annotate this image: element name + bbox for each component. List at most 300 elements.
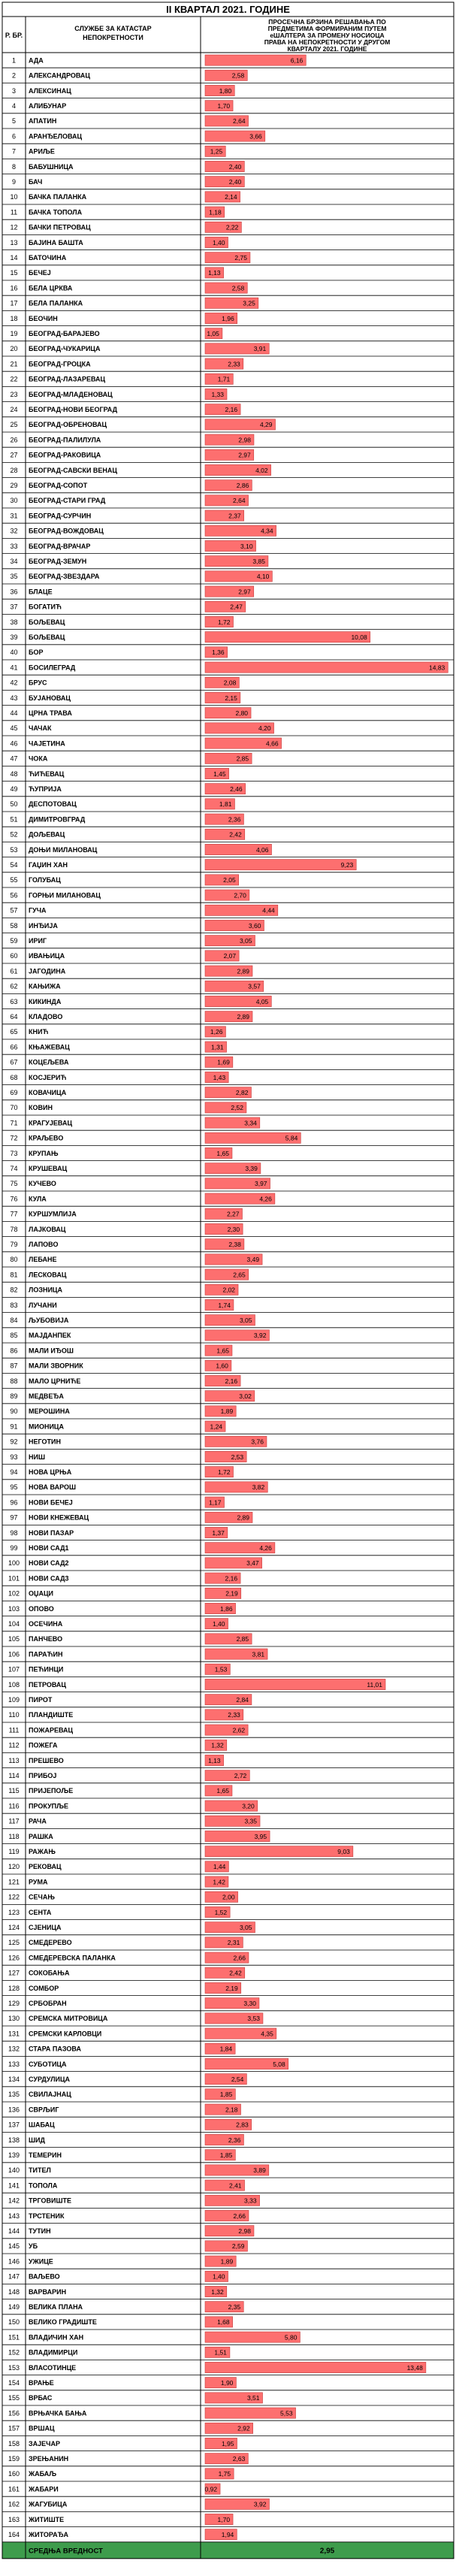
row-number: 84 bbox=[10, 1317, 18, 1324]
row-number: 150 bbox=[8, 2318, 20, 2327]
office-name: БЕОГРАД-ОБРЕНОВАЦ bbox=[29, 421, 107, 429]
bar-value-label: 2,92 bbox=[237, 2424, 250, 2432]
bar-value-label: 5,84 bbox=[285, 1134, 298, 1142]
table-row bbox=[10, 1299, 233, 1310]
bar-value-label: 3,49 bbox=[246, 1256, 260, 1264]
office-name: АЛИБУНАР bbox=[29, 102, 67, 110]
bar-value-label: 2,35 bbox=[228, 2303, 241, 2311]
table-row bbox=[10, 860, 356, 870]
office-name: ПОЖЕГА bbox=[29, 1741, 58, 1749]
row-number: 98 bbox=[10, 1528, 18, 1537]
row-number: 77 bbox=[10, 1210, 18, 1218]
row-number: 78 bbox=[10, 1225, 18, 1233]
row-number: 140 bbox=[8, 2166, 20, 2175]
office-name: ЛЕБАНЕ bbox=[29, 1256, 57, 1264]
row-number: 142 bbox=[8, 2197, 20, 2205]
row-number: 115 bbox=[8, 1787, 20, 1795]
office-name: СОМБОР bbox=[29, 1984, 59, 1992]
table-row bbox=[8, 2332, 300, 2342]
bar-value-label: 1,70 bbox=[217, 102, 231, 110]
row-number: 73 bbox=[10, 1149, 18, 1157]
office-name: БЕОГРАД-ЛАЗАРЕВАЦ bbox=[29, 375, 106, 383]
office-name: КАЊИЖА bbox=[29, 982, 61, 990]
table-row bbox=[8, 2241, 247, 2251]
bar-value-label: 2,19 bbox=[225, 1984, 238, 1992]
bar-value-label: 2,62 bbox=[232, 1726, 246, 1734]
row-number: 164 bbox=[8, 2531, 20, 2538]
row-number: 149 bbox=[8, 2303, 20, 2311]
office-name: ПИРОТ bbox=[29, 1696, 53, 1704]
row-number: 3 bbox=[11, 86, 17, 95]
table-row bbox=[10, 601, 245, 612]
row-number: 103 bbox=[8, 1604, 20, 1613]
row-number: 16 bbox=[10, 284, 18, 292]
bar-value-label: 3,33 bbox=[244, 2197, 257, 2205]
row-number: 55 bbox=[10, 876, 18, 884]
row-number: 35 bbox=[10, 573, 18, 581]
office-name: ЖАБАРИ bbox=[29, 2485, 59, 2493]
row-number: 21 bbox=[10, 360, 18, 368]
office-name: ВЛАСОТИНЦЕ bbox=[29, 2363, 77, 2372]
row-number: 6 bbox=[11, 132, 17, 141]
row-number: 134 bbox=[8, 2076, 20, 2083]
table-row bbox=[10, 632, 370, 642]
table-row bbox=[10, 192, 240, 202]
table-row bbox=[12, 161, 244, 171]
table-row bbox=[10, 1421, 225, 1432]
bar-value-label: 4,34 bbox=[261, 527, 273, 535]
bar-value-label: 2,16 bbox=[225, 1377, 238, 1385]
office-name: КРУШЕВАЦ bbox=[29, 1165, 68, 1172]
table-row bbox=[10, 1042, 226, 1052]
office-name: НОВИ КНЕЖЕВАЦ bbox=[29, 1513, 89, 1522]
table-row bbox=[8, 1619, 228, 1629]
row-number: 14 bbox=[10, 254, 18, 262]
row-number: 4 bbox=[11, 102, 17, 110]
bar-value-label: 2,42 bbox=[229, 830, 242, 839]
row-number: 139 bbox=[8, 2151, 20, 2159]
bar-value-label: 1,40 bbox=[212, 1620, 225, 1628]
bar-value-label: 3,05 bbox=[239, 1317, 252, 1324]
table-row bbox=[10, 1178, 270, 1189]
bar-value-label: 2,05 bbox=[223, 876, 236, 884]
office-name: БЕОГРАД-ПАЛИЛУЛА bbox=[29, 436, 101, 444]
bar-value-label: 3,47 bbox=[246, 1559, 259, 1568]
bar-value-label: 4,29 bbox=[259, 421, 273, 429]
bar-value-label: 2,30 bbox=[227, 1225, 240, 1233]
bar-value-label: 3,76 bbox=[251, 1438, 264, 1446]
table-row bbox=[8, 2195, 260, 2206]
bar-value-label: 3,20 bbox=[242, 1802, 255, 1810]
office-name: СРЕМСКА МИТРОВИЦА bbox=[29, 2015, 108, 2023]
bar-value-label: 3,30 bbox=[243, 2000, 256, 2007]
table-row bbox=[8, 2089, 235, 2100]
office-name: ПЛАНДИШТЕ bbox=[29, 1711, 74, 1719]
row-number: 18 bbox=[10, 314, 18, 322]
chart-title: II КВАРТАЛ 2021. ГОДИНЕ bbox=[166, 4, 290, 15]
office-name: КИКИНДА bbox=[29, 997, 62, 1005]
bar-value-label: 1,72 bbox=[217, 618, 231, 626]
table-row bbox=[8, 2271, 228, 2281]
bar-value-label: 1,31 bbox=[211, 1043, 224, 1051]
office-name: КРАГУЈЕВАЦ bbox=[29, 1119, 73, 1127]
summary-name: СРЕДЊА ВРЕДНОСТ bbox=[29, 2547, 103, 2556]
office-name: РАЧА bbox=[29, 1817, 47, 1825]
office-name: ГОЛУБАЦ bbox=[29, 876, 61, 884]
bar-value-label: 1,13 bbox=[208, 1756, 221, 1764]
table-row bbox=[10, 495, 248, 506]
table-row bbox=[8, 1937, 243, 1948]
office-name: ВРАЊЕ bbox=[29, 2379, 54, 2387]
office-name: ПОЖАРЕВАЦ bbox=[29, 1726, 74, 1734]
row-number: 58 bbox=[10, 921, 18, 930]
row-number: 160 bbox=[8, 2470, 20, 2478]
office-name: ТРГОВИШТЕ bbox=[29, 2197, 71, 2205]
office-name: ВРШАЦ bbox=[29, 2424, 55, 2432]
table-row bbox=[8, 1800, 257, 1811]
row-number: 52 bbox=[10, 830, 18, 839]
table-row bbox=[8, 1679, 385, 1689]
table-row bbox=[8, 1588, 241, 1598]
table-row bbox=[8, 2393, 263, 2403]
office-name: ОЏАЦИ bbox=[29, 1589, 54, 1598]
table-row bbox=[8, 2408, 296, 2418]
row-number: 141 bbox=[8, 2181, 20, 2190]
office-name: РУМА bbox=[29, 1878, 48, 1886]
office-name: КЛАДОВО bbox=[29, 1013, 63, 1020]
office-name: БОЉЕВАЦ bbox=[29, 633, 65, 641]
row-number: 75 bbox=[10, 1180, 18, 1188]
bar-value-label: 1,74 bbox=[218, 1301, 231, 1309]
table-row bbox=[10, 283, 247, 293]
table-row bbox=[12, 101, 233, 111]
table-row bbox=[8, 2104, 241, 2115]
office-name: ПРЕШЕВО bbox=[29, 1756, 64, 1764]
table-row bbox=[8, 1891, 238, 1902]
bar-value-label: 2,16 bbox=[225, 1574, 238, 1583]
table-row bbox=[8, 2378, 236, 2388]
table-row bbox=[8, 2499, 269, 2509]
row-number: 105 bbox=[8, 1635, 20, 1643]
bar-value-label: 1,24 bbox=[210, 1423, 223, 1431]
office-name: СЕНТА bbox=[29, 1908, 52, 1916]
office-name: КОСЈЕРИЋ bbox=[29, 1073, 67, 1081]
summary-value: 2,95 bbox=[319, 2547, 335, 2556]
row-number: 124 bbox=[8, 1924, 20, 1931]
office-name: ИРИГ bbox=[29, 937, 47, 945]
bar-value-label: 2,47 bbox=[230, 603, 243, 611]
bar-value-label: 2,33 bbox=[228, 360, 240, 368]
office-name: ГУЧА bbox=[29, 906, 47, 915]
bar-value-label: 4,20 bbox=[258, 724, 271, 733]
row-number: 2 bbox=[11, 71, 17, 80]
bar-value-label: 14,83 bbox=[429, 664, 445, 672]
office-name: МАЛИ ЗВОРНИК bbox=[29, 1362, 83, 1370]
office-name: АРАНЂЕЛОВАЦ bbox=[29, 132, 83, 141]
row-number: 39 bbox=[10, 633, 18, 641]
table-row bbox=[10, 1193, 274, 1204]
table-row bbox=[10, 237, 228, 247]
bar-value-label: 2,89 bbox=[237, 1013, 250, 1020]
bar-value-label: 1,75 bbox=[218, 2470, 231, 2478]
office-name: ВАЉЕВО bbox=[29, 2272, 60, 2281]
bar-value-label: 1,32 bbox=[211, 2287, 224, 2296]
table-row bbox=[10, 844, 271, 854]
row-number: 69 bbox=[10, 1089, 18, 1096]
bar bbox=[205, 1679, 385, 1689]
office-name: ТИТЕЛ bbox=[29, 2166, 51, 2175]
row-number: 93 bbox=[10, 1453, 18, 1461]
table-row bbox=[10, 556, 267, 567]
bar-value-label: 1,17 bbox=[208, 1498, 222, 1507]
row-number: 25 bbox=[10, 421, 18, 429]
table-row bbox=[10, 1375, 240, 1386]
table-row bbox=[10, 738, 281, 748]
row-number: 59 bbox=[10, 937, 18, 945]
row-number: 101 bbox=[8, 1574, 20, 1583]
table-row bbox=[8, 1982, 241, 1993]
row-number: 20 bbox=[10, 345, 18, 353]
office-name: ЉУБОВИЈА bbox=[29, 1317, 69, 1324]
table-row bbox=[8, 1785, 232, 1796]
bar-value-label: 2,59 bbox=[231, 2242, 245, 2251]
office-name: ПАРАЋИН bbox=[29, 1650, 63, 1658]
row-number: 46 bbox=[10, 739, 18, 748]
office-name: СТАРА ПАЗОВА bbox=[29, 2045, 81, 2053]
table-row bbox=[8, 2484, 220, 2494]
row-number: 32 bbox=[10, 527, 18, 535]
row-number: 81 bbox=[10, 1271, 18, 1279]
bar-value-label: 2,84 bbox=[236, 1696, 249, 1704]
table-row bbox=[10, 616, 233, 627]
bar-value-label: 2,18 bbox=[225, 2106, 238, 2114]
office-name: ВЕЛИКО ГРАДИШТЕ bbox=[29, 2318, 97, 2327]
bar-value-label: 1,96 bbox=[222, 314, 234, 322]
bar bbox=[205, 632, 370, 642]
row-number: 76 bbox=[10, 1195, 18, 1203]
bar-value-label: 13,48 bbox=[406, 2363, 423, 2372]
row-number: 50 bbox=[10, 800, 18, 809]
bar-value-label: 1,89 bbox=[220, 2257, 234, 2266]
office-name: КРАЉЕВО bbox=[29, 1134, 64, 1142]
bar-value-label: 2,64 bbox=[233, 117, 246, 125]
bar-value-label: 2,07 bbox=[223, 952, 237, 960]
table-row bbox=[8, 2362, 426, 2372]
bar-value-label: 3,91 bbox=[253, 345, 267, 353]
table-row bbox=[10, 464, 270, 475]
table-row bbox=[8, 1603, 236, 1613]
office-name: КУЧЕВО bbox=[29, 1180, 56, 1188]
bar-value-label: 1,42 bbox=[213, 1878, 225, 1886]
table-row bbox=[10, 890, 249, 900]
bar-value-label: 2,16 bbox=[225, 406, 238, 413]
bar-value-label: 1,51 bbox=[214, 2348, 227, 2357]
office-name: БЕОГРАД-РАКОВИЦА bbox=[29, 451, 101, 459]
office-name: ВЛАДИМИРЦИ bbox=[29, 2348, 78, 2357]
row-number: 15 bbox=[10, 269, 18, 277]
office-name: ОСЕЧИНА bbox=[29, 1620, 63, 1628]
table-row bbox=[10, 1147, 231, 1158]
table-row bbox=[8, 2074, 246, 2085]
office-name: ВРЊАЧКА БАЊА bbox=[29, 2409, 87, 2417]
row-number: 146 bbox=[8, 2257, 20, 2266]
office-name: МАЈДАНПЕК bbox=[29, 1332, 71, 1340]
bar-value-label: 9,23 bbox=[340, 861, 354, 869]
table-row bbox=[10, 1406, 236, 1416]
office-name: БАЧКА ПАЛАНКА bbox=[29, 193, 87, 201]
table-row bbox=[10, 692, 240, 703]
row-number: 147 bbox=[8, 2272, 20, 2281]
office-name: СРБОБРАН bbox=[29, 2000, 67, 2007]
row-number: 10 bbox=[10, 193, 18, 201]
bar-value-label: 1,53 bbox=[214, 1665, 228, 1673]
row-number: 22 bbox=[10, 375, 18, 383]
bar-value-label: 1,18 bbox=[209, 208, 222, 216]
office-name: ЋИЋЕВАЦ bbox=[29, 769, 65, 778]
office-name: БЕОГРАД-ГРОЦКА bbox=[29, 360, 91, 368]
row-number: 60 bbox=[10, 952, 18, 960]
row-number: 17 bbox=[10, 299, 18, 307]
office-name: ЛУЧАНИ bbox=[29, 1301, 57, 1309]
bar bbox=[205, 860, 356, 870]
bar-value-label: 1,89 bbox=[220, 1407, 234, 1416]
bar-value-label: 4,44 bbox=[262, 906, 275, 915]
table-row bbox=[10, 252, 249, 263]
table-row bbox=[10, 1072, 228, 1082]
office-name: СВИЛАЈНАЦ bbox=[29, 2091, 71, 2099]
bar-value-label: 3,05 bbox=[239, 937, 252, 945]
office-name: БРУС bbox=[29, 679, 47, 687]
bar-value-label: 2,36 bbox=[228, 815, 241, 824]
bar-value-label: 1,70 bbox=[217, 2515, 231, 2523]
table-row bbox=[8, 2317, 233, 2327]
office-name: ГАЏИН ХАН bbox=[29, 861, 68, 869]
row-number: 7 bbox=[11, 147, 17, 156]
bar-value-label: 1,65 bbox=[216, 1347, 229, 1355]
bar-value-label: 3,25 bbox=[243, 299, 255, 307]
row-number: 54 bbox=[10, 861, 18, 869]
row-number: 26 bbox=[10, 436, 18, 444]
office-name: ЛАЈКОВАЦ bbox=[29, 1225, 66, 1233]
row-number: 114 bbox=[8, 1772, 20, 1779]
bar-value-label: 2,19 bbox=[225, 1589, 238, 1598]
bar-value-label: 2,66 bbox=[233, 1954, 246, 1962]
row-number: 48 bbox=[10, 769, 18, 778]
table-row bbox=[10, 404, 240, 415]
office-name: БАТОЧИНА bbox=[29, 254, 67, 262]
office-name: ДОЊИ МИЛАНОВАЦ bbox=[29, 845, 98, 854]
table-row bbox=[8, 2256, 236, 2266]
bar-value-label: 4,26 bbox=[259, 1195, 272, 1203]
table-row bbox=[8, 2302, 243, 2312]
bar-value-label: 3,92 bbox=[253, 2500, 267, 2508]
table-row bbox=[10, 540, 255, 551]
bar-value-label: 1,86 bbox=[220, 1604, 233, 1613]
table-row bbox=[9, 1725, 248, 1735]
table-row bbox=[12, 116, 249, 126]
row-number: 31 bbox=[10, 512, 18, 520]
office-name: ЋУПРИЈА bbox=[29, 785, 62, 793]
office-name: БЕОГРАД-ЗЕМУН bbox=[29, 558, 87, 565]
bar-value-label: 2,31 bbox=[227, 1939, 240, 1947]
row-number: 36 bbox=[10, 588, 18, 596]
bar-value-label: 2,02 bbox=[222, 1286, 236, 1294]
table-row bbox=[10, 1117, 259, 1128]
office-name: БУЈАНОВАЦ bbox=[29, 694, 71, 702]
table-row bbox=[10, 449, 253, 460]
table-row bbox=[10, 1223, 243, 1234]
bar-value-label: 2,98 bbox=[238, 436, 251, 444]
table-row bbox=[10, 1132, 300, 1143]
column-header-number: Р. БР. bbox=[5, 32, 23, 39]
office-name: СМЕДЕРЕВО bbox=[29, 1939, 72, 1947]
office-name: БЕОГРАД-САВСКИ ВЕНАЦ bbox=[29, 466, 117, 474]
table-row bbox=[10, 799, 234, 809]
table-row bbox=[10, 358, 243, 369]
bar-value-label: 1,65 bbox=[216, 1787, 229, 1795]
office-name: БАЧКА ТОПОЛА bbox=[29, 208, 83, 216]
office-name: АЛЕКСИНАЦ bbox=[29, 86, 71, 95]
office-name: СУБОТИЦА bbox=[29, 2060, 67, 2068]
table-row bbox=[8, 1573, 240, 1583]
office-name: РЕКОВАЦ bbox=[29, 1863, 62, 1871]
office-name: БАЈИНА БАШТА bbox=[29, 238, 83, 246]
table-row bbox=[8, 2165, 269, 2175]
table-row bbox=[8, 2347, 230, 2357]
bar-value-label: 3,95 bbox=[254, 1832, 267, 1840]
bar-value-label: 1,25 bbox=[210, 147, 223, 156]
office-name: ПЕЋИНЦИ bbox=[29, 1665, 64, 1673]
bar-value-label: 3,92 bbox=[253, 1332, 267, 1340]
table-row bbox=[10, 768, 228, 779]
bar-value-label: 1,36 bbox=[212, 649, 225, 657]
table-row bbox=[10, 1057, 232, 1067]
row-number: 123 bbox=[8, 1908, 20, 1916]
office-name: ЦРНА ТРАВА bbox=[29, 709, 72, 717]
bar-value-label: 2,00 bbox=[222, 1893, 235, 1901]
office-name: СМЕДЕРЕВСКА ПАЛАНКА bbox=[29, 1954, 116, 1962]
bar-value-label: 2,14 bbox=[225, 193, 237, 201]
row-number: 92 bbox=[10, 1438, 18, 1446]
bar-value-label: 2,75 bbox=[234, 254, 247, 262]
bar-value-label: 3,85 bbox=[252, 558, 265, 565]
office-name: НИШ bbox=[29, 1453, 46, 1461]
office-name: ВРБАС bbox=[29, 2394, 53, 2402]
table-row bbox=[10, 905, 277, 915]
bar-value-label: 2,85 bbox=[236, 1635, 249, 1643]
row-number: 161 bbox=[8, 2485, 20, 2493]
row-number: 110 bbox=[8, 1711, 20, 1719]
bar-value-label: 4,35 bbox=[261, 2030, 273, 2038]
bar-value-label: 1,65 bbox=[216, 1149, 229, 1157]
row-number: 155 bbox=[8, 2394, 20, 2402]
office-name: КРУПАЊ bbox=[29, 1149, 59, 1157]
row-number: 104 bbox=[8, 1620, 20, 1628]
bar-value-label: 3,34 bbox=[244, 1119, 257, 1127]
row-number: 102 bbox=[8, 1589, 20, 1598]
row-number: 83 bbox=[10, 1301, 18, 1309]
bar-value-label: 1,13 bbox=[208, 269, 221, 277]
bar-value-label: 2,97 bbox=[238, 588, 251, 596]
office-name: МАЛО ЦРНИЋЕ bbox=[29, 1377, 81, 1385]
table-row bbox=[10, 1026, 225, 1037]
office-name: НЕГОТИН bbox=[29, 1438, 61, 1446]
row-number: 131 bbox=[8, 2030, 20, 2038]
table-row bbox=[8, 1558, 262, 1568]
bar-value-label: 2,36 bbox=[228, 2136, 241, 2144]
bar-value-label: 3,35 bbox=[244, 1817, 258, 1825]
row-number: 57 bbox=[10, 906, 18, 915]
